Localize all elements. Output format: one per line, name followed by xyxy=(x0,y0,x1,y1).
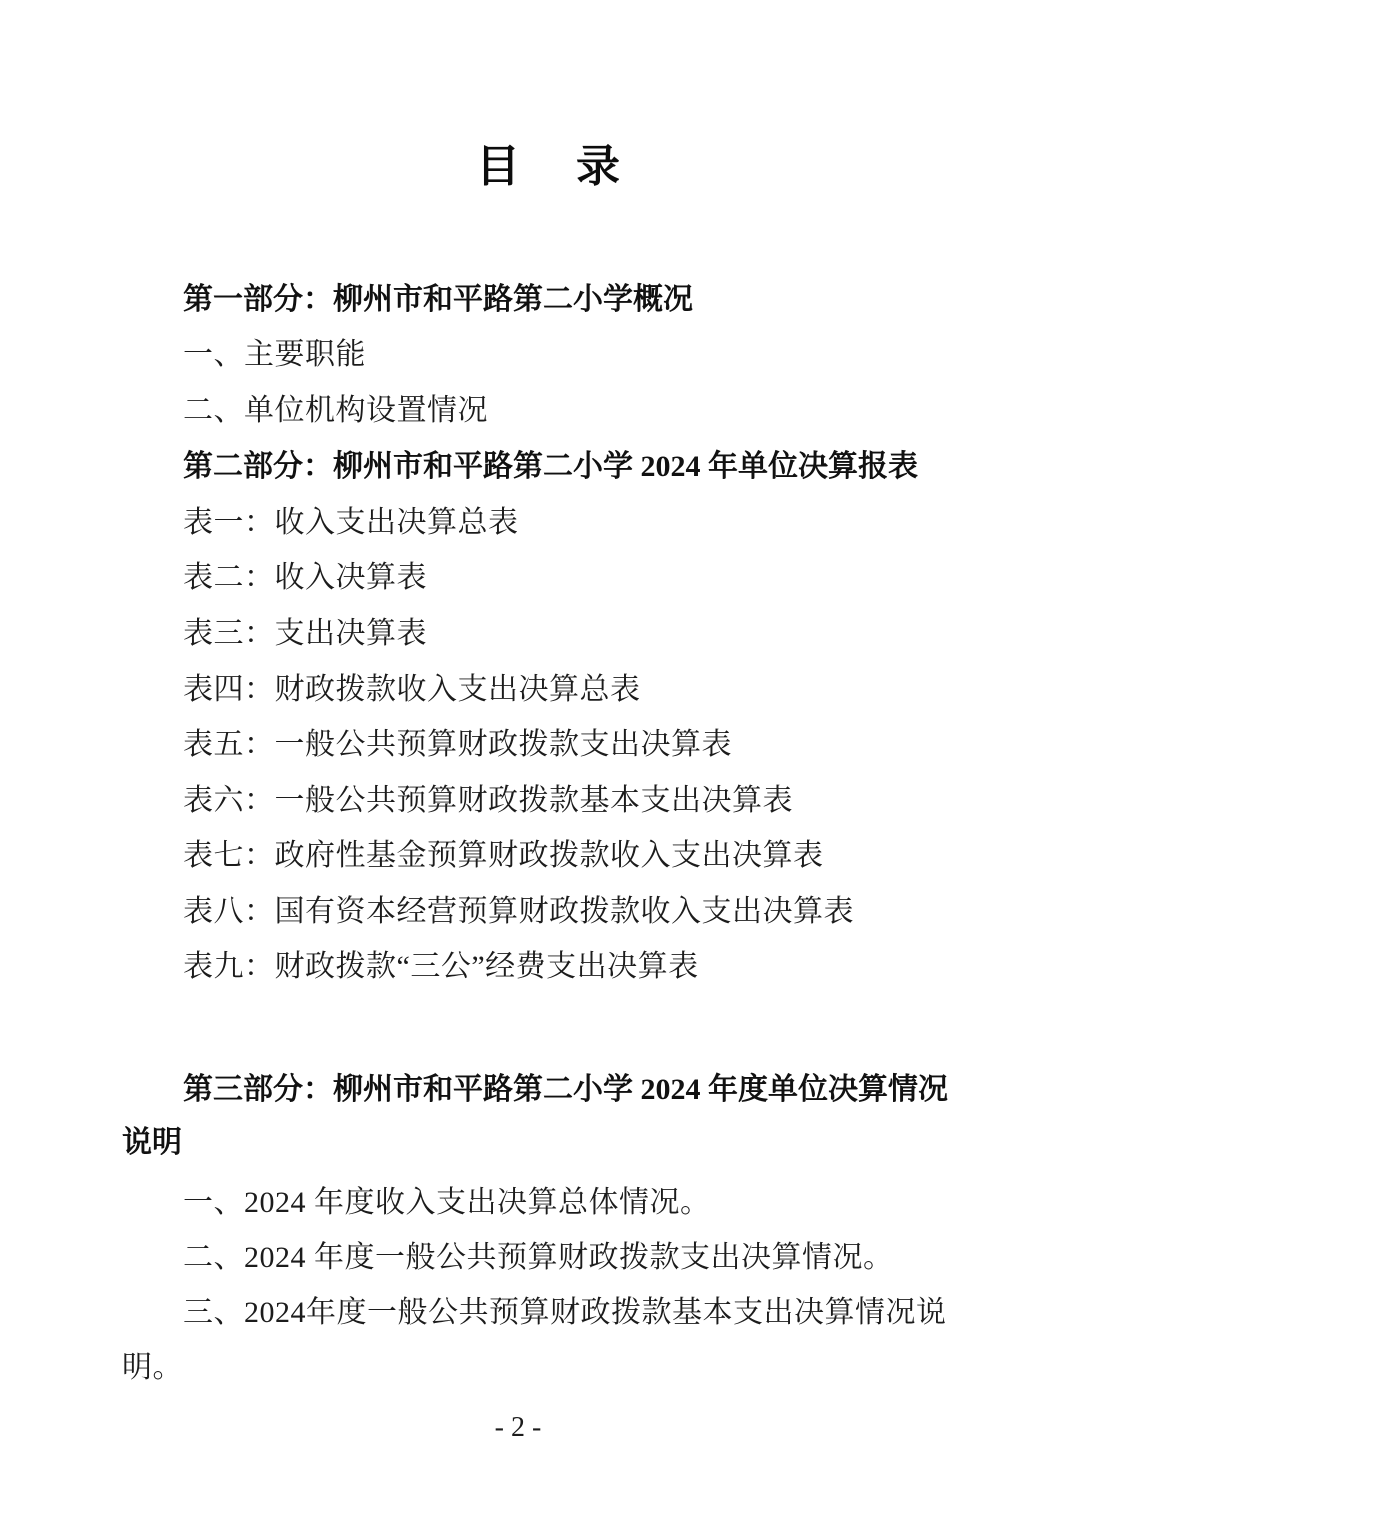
toc-entry: 表三：支出决算表 xyxy=(183,617,427,650)
toc-entry: 表六：一般公共预算财政拨款基本支出决算表 xyxy=(183,784,793,817)
toc-entry: 表二：收入决算表 xyxy=(183,561,427,594)
toc-entry: 二、单位机构设置情况 xyxy=(183,394,488,427)
toc-entry: 表八：国有资本经营预算财政拨款收入支出决算表 xyxy=(183,895,854,928)
toc-entry: 表五：一般公共预算财政拨款支出决算表 xyxy=(183,728,732,761)
toc-section-3-heading: 第三部分：柳州市和平路第二小学 2024 年度单位决算情况 xyxy=(183,1073,948,1106)
toc-entry: 表一：收入支出决算总表 xyxy=(183,506,519,539)
toc-title: 目 录 xyxy=(476,141,626,192)
toc-entry: 一、2024 年度收入支出决算总体情况。 xyxy=(183,1186,711,1219)
toc-entry: 一、主要职能 xyxy=(183,338,366,371)
toc-section-3-heading-continuation: 说明 xyxy=(122,1126,182,1159)
toc-entry: 二、2024 年度一般公共预算财政拨款支出决算情况。 xyxy=(183,1241,894,1274)
toc-entry: 表七：政府性基金预算财政拨款收入支出决算表 xyxy=(183,839,824,872)
page-number: - 2 - xyxy=(494,1412,542,1443)
toc-entry: 三、2024年度一般公共预算财政拨款基本支出决算情况说 xyxy=(183,1296,947,1329)
toc-section-1-heading: 第一部分：柳州市和平路第二小学概况 xyxy=(183,283,693,316)
toc-entry: 表九：财政拨款“三公”经费支出决算表 xyxy=(183,950,699,983)
toc-section-2-heading: 第二部分：柳州市和平路第二小学 2024 年单位决算报表 xyxy=(183,450,918,483)
toc-entry: 表四：财政拨款收入支出决算总表 xyxy=(183,673,641,706)
toc-entry-continuation: 明。 xyxy=(122,1351,183,1384)
